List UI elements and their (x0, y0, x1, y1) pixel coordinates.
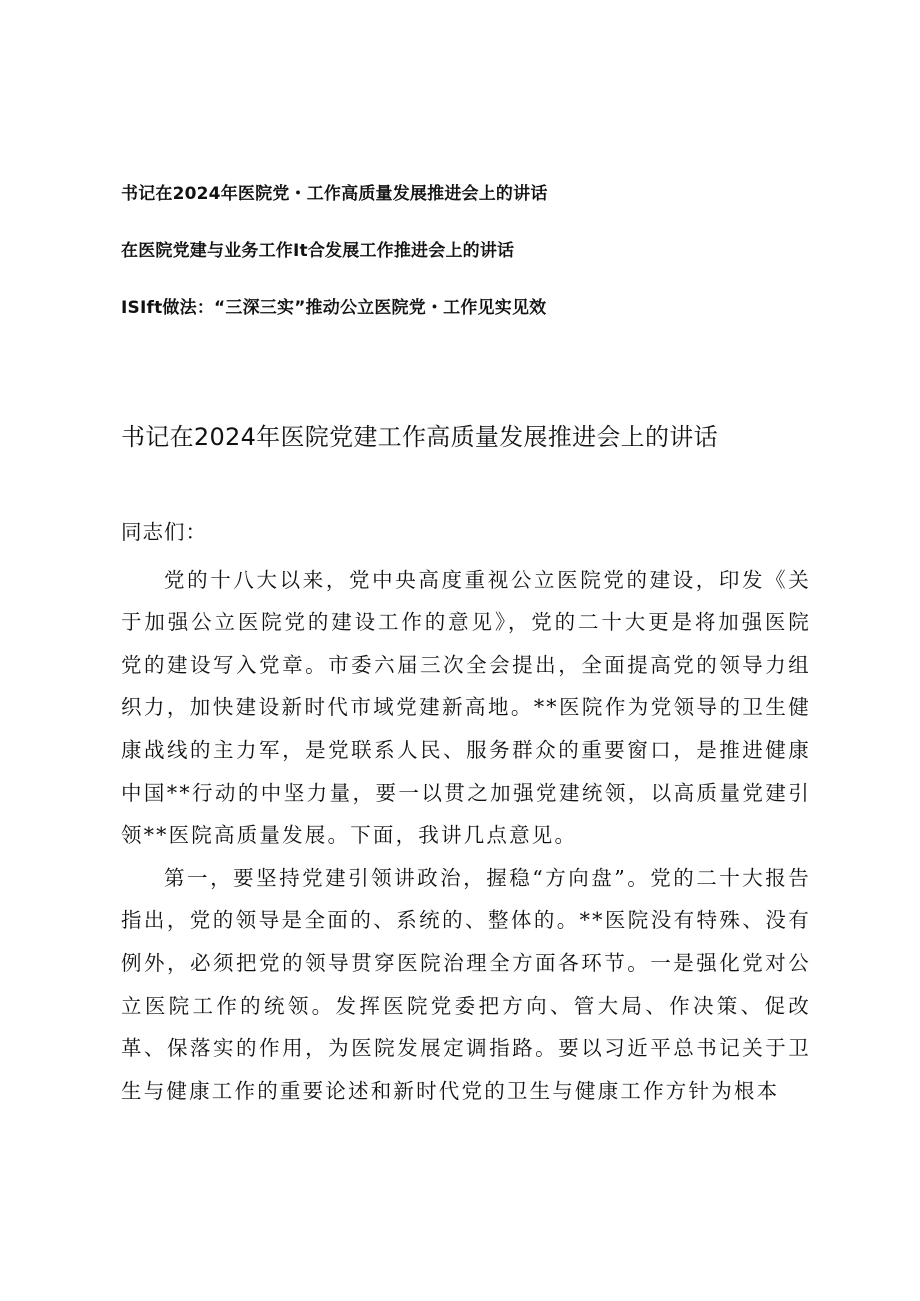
salutation: 同志们： (121, 520, 207, 544)
document-title: 书记在2024年医院党建工作高质量发展推进会上的讲话 (121, 423, 718, 451)
toc-item[interactable]: 在医院党建与业务工作It合发展工作推进会上的讲话 (121, 241, 515, 261)
toc-item[interactable]: 书记在2024年医院党・工作高质量发展推进会上的讲话 (121, 184, 548, 204)
table-of-contents (121, 180, 841, 351)
toc-item[interactable]: ISIft做法：“三深三实”推动公立医院党・工作见实见效 (121, 298, 547, 318)
document-body (121, 511, 811, 1112)
paragraph: 党的十八大以来，党中央高度重视公立医院党的建设，印发《关于加强公立医院党的建设工作的意见》，党的二十大更是将加强医院党的建设写入党章。市委六届三次全会提出，全面提高党的领导力组织力，加快建设新时代市域党建新高地。**医院作为党领导的卫生健康战线的主力军，是党联系人民、服务群众的重要窗口，是推进健康中国**行动的中坚力量，要一以贯之加强党建统领，以高质量党建引领**医院高质量发展。下面，我讲几点意见。 (121, 567, 811, 848)
paragraph: 第一，要坚持党建引领讲政治，握稳“方向盘”。党的二十大报告指出，党的领导是全面的、系统的、整体的。**医院没有特殊、没有例外，必须把党的领导贯穿医院治理全方面各环节。一是强化党对公立医院工作的统领。发挥医院党委把方向、管大局、作决策、促改革、保落实的作用，为医院发展定调指路。要以习近平总书记关于卫生与健康工作的重要论述和新时代党的卫生与健康工作方针为根本 (121, 865, 811, 1103)
